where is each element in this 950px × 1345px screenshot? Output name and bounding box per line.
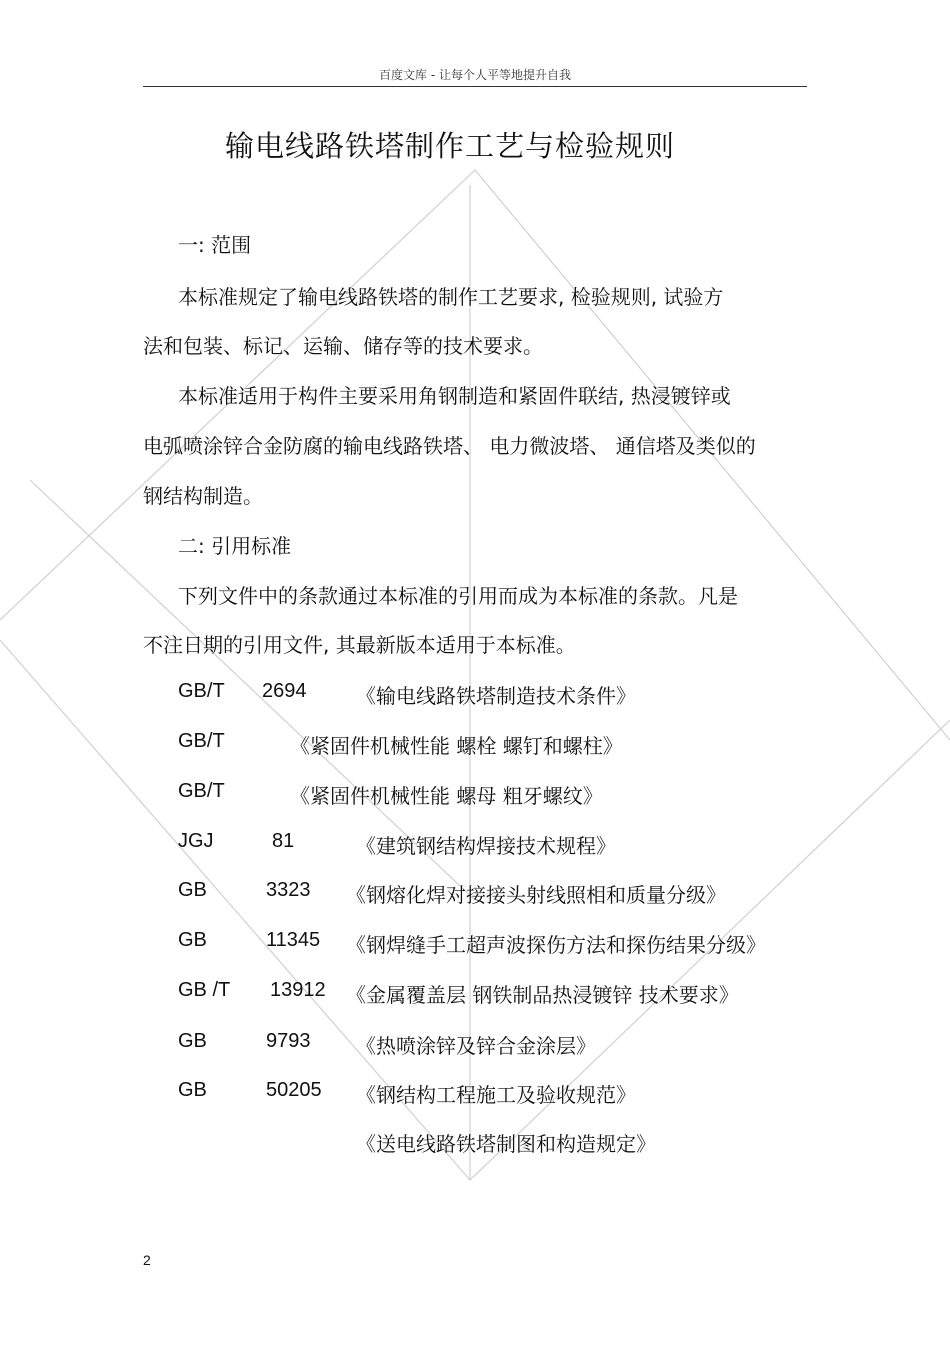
header-text: 百度文库 - 让每个人平等地提升自我: [379, 68, 571, 82]
standard-title: 《钢焊缝手工超声波探伤方法和探伤结果分级》: [346, 933, 766, 957]
standard-title: 《金属覆盖层 钢铁制品热浸镀锌 技术要求》: [346, 983, 739, 1007]
paragraph-line: 本标准规定了输电线路铁塔的制作工艺要求, 检验规则, 试验方: [178, 285, 724, 309]
standard-title: 《热喷涂锌及锌合金涂层》: [356, 1034, 596, 1058]
standard-title: 《钢结构工程施工及验收规范》: [356, 1083, 636, 1107]
standard-code: GB: [178, 1079, 207, 1101]
page-number: 2: [143, 1252, 151, 1268]
paragraph-line: 钢结构制造。: [143, 484, 263, 508]
standard-number: 11345: [266, 929, 321, 951]
section-heading-scope: 一: 范围: [178, 233, 252, 257]
standard-title: 《输电线路铁塔制造技术条件》: [356, 684, 636, 708]
document-title: 输电线路铁塔制作工艺与检验规则: [224, 129, 675, 163]
standard-title: 《送电线路铁塔制图和构造规定》: [356, 1132, 656, 1156]
standard-code: JGJ: [178, 830, 214, 852]
standard-title: 《建筑钢结构焊接技术规程》: [356, 834, 616, 858]
standard-title: 《紧固件机械性能 螺栓 螺钉和螺柱》: [290, 734, 623, 758]
section-heading-references: 二: 引用标准: [178, 534, 292, 558]
standard-code: GB: [178, 929, 207, 951]
paragraph-line: 不注日期的引用文件, 其最新版本适用于本标准。: [143, 633, 576, 657]
paragraph-line: 下列文件中的条款通过本标准的引用而成为本标准的条款。凡是: [178, 584, 738, 608]
standard-code: GB: [178, 879, 207, 901]
standard-number: 81: [272, 830, 295, 852]
standard-code: GB /T: [178, 979, 231, 1001]
standard-number: 9793: [266, 1030, 311, 1052]
standard-code: GB/T: [178, 680, 225, 702]
standard-number: 50205: [266, 1079, 322, 1101]
standard-number: 3323: [266, 879, 311, 901]
paragraph-line: 法和包装、标记、运输、储存等的技术要求。: [143, 334, 543, 358]
standard-code: GB: [178, 1030, 207, 1052]
standard-title: 《紧固件机械性能 螺母 粗牙螺纹》: [290, 784, 603, 808]
standard-code: GB/T: [178, 730, 225, 752]
header-rule: [143, 86, 807, 87]
paragraph-line: 本标准适用于构件主要采用角钢制造和紧固件联结, 热浸镀锌或: [178, 384, 731, 408]
standard-code: GB/T: [178, 780, 225, 802]
standard-number: 13912: [270, 979, 326, 1001]
standard-title: 《钢熔化焊对接接头射线照相和质量分级》: [346, 883, 726, 907]
paragraph-line: 电弧喷涂锌合金防腐的输电线路铁塔、 电力微波塔、 通信塔及类似的: [143, 434, 756, 458]
standard-number: 2694: [262, 680, 307, 702]
